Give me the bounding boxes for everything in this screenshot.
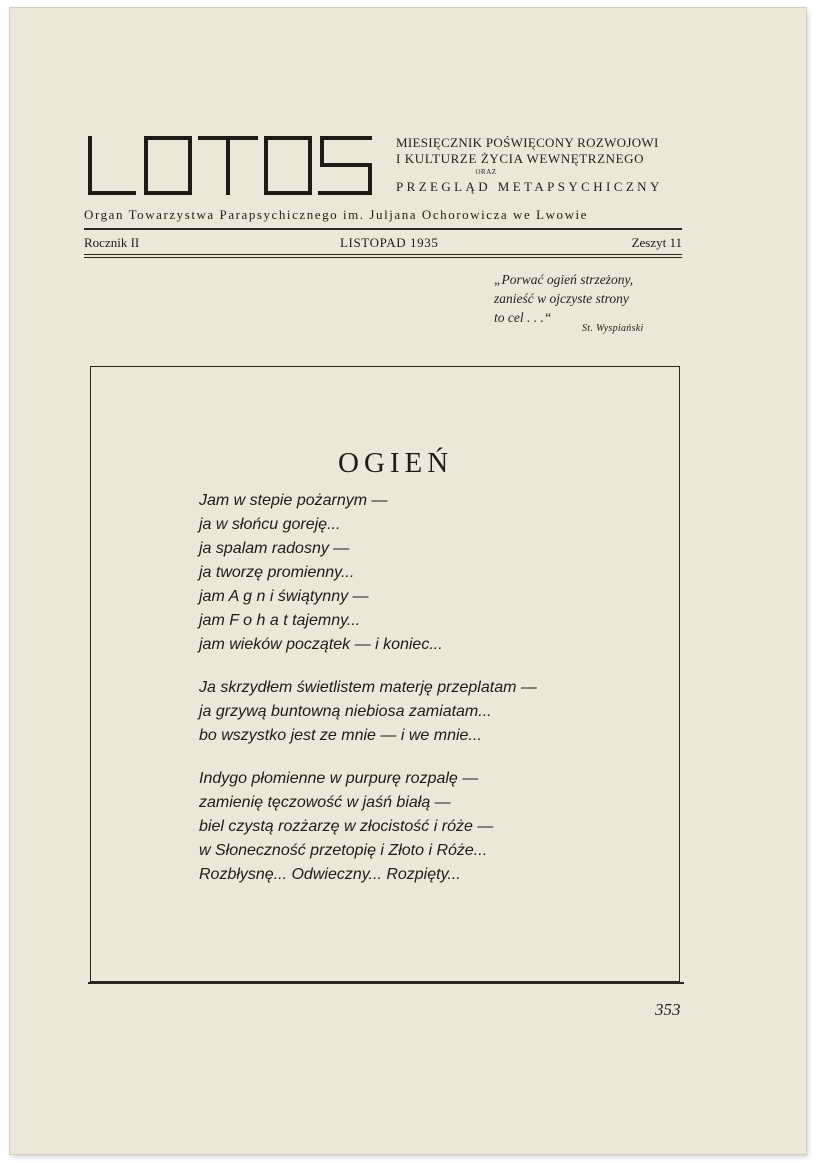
poem-line: w Słoneczność przetopię i Złoto i Róże... xyxy=(199,842,488,859)
poem-frame-bottom-rule xyxy=(88,982,684,984)
issue-info xyxy=(84,235,682,253)
poem-line: Rozbłysnę... Odwieczny... Rozpięty... xyxy=(199,866,461,883)
poem-line: ja spalam radosny — xyxy=(199,540,350,557)
motto-author: St. Wyspiański xyxy=(582,323,644,334)
poem-body xyxy=(199,489,659,906)
lotos-logo-graphic xyxy=(84,135,380,197)
poem-line: jam wieków początek — i koniec... xyxy=(199,636,443,653)
poem-line: ja tworzę promienny... xyxy=(199,564,355,581)
poem-line: Indygo płomienne w purpurę rozpalę — xyxy=(199,770,479,787)
issue-volume: Rocznik II xyxy=(84,235,140,250)
motto-line: „Porwać ogień strzeżony, xyxy=(494,272,634,287)
motto xyxy=(494,270,694,327)
motto-line: to cel . . .“ xyxy=(494,310,552,325)
subtitle-line-2: I KULTURZE ŻYCIA WEWNĘTRZNEGO xyxy=(396,151,645,166)
subtitle-line-1: MIESIĘCZNIK POŚWIĘCONY ROZWOJOWI xyxy=(396,135,659,150)
poem-line: Jam w stepie pożarnym — xyxy=(199,492,388,509)
issue-date: LISTOPAD 1935 xyxy=(340,235,439,250)
poem-line: biel czystą rozżarzę w złocistość i róże — xyxy=(199,818,494,835)
poem-stanza xyxy=(199,767,659,887)
poem-line: jam A g n i świątynny — xyxy=(199,588,369,605)
poem-line: Ja skrzydłem świetlistem materję przeplatam — xyxy=(199,679,537,696)
header-rule-bottom-1 xyxy=(84,254,682,255)
page-number: 353 xyxy=(655,1000,681,1019)
poem-line: bo wszystko jest ze mnie — i we mnie... xyxy=(199,727,482,744)
subtitle-line-4: PRZEGLĄD METAPSYCHICZNY xyxy=(396,179,663,194)
motto-line: zanieść w ojczyste strony xyxy=(494,291,629,306)
lotos-logo xyxy=(84,135,380,197)
header-rule-bottom-2 xyxy=(84,257,682,258)
poem-title: OGIEŃ xyxy=(338,447,454,479)
poem-line: jam F o h a t tajemny... xyxy=(199,612,361,629)
poem-line: ja w słońcu goreję... xyxy=(199,516,341,533)
header-rule-top xyxy=(84,228,682,230)
poem-stanza xyxy=(199,676,659,748)
poem-line: zamienię tęczowość w jaśń białą — xyxy=(199,794,451,811)
subtitle-line-3: ORAZ xyxy=(475,168,497,176)
poem-line: ja grzywą buntowną niebiosa zamiatam... xyxy=(199,703,492,720)
organ-line: Organ Towarzystwa Parapsychicznego im. Juljana Ochorowicza we Lwowie xyxy=(84,207,588,222)
poem-stanza xyxy=(199,489,659,657)
issue-number: Zeszyt 11 xyxy=(631,235,682,250)
masthead-subtitle xyxy=(396,134,686,196)
